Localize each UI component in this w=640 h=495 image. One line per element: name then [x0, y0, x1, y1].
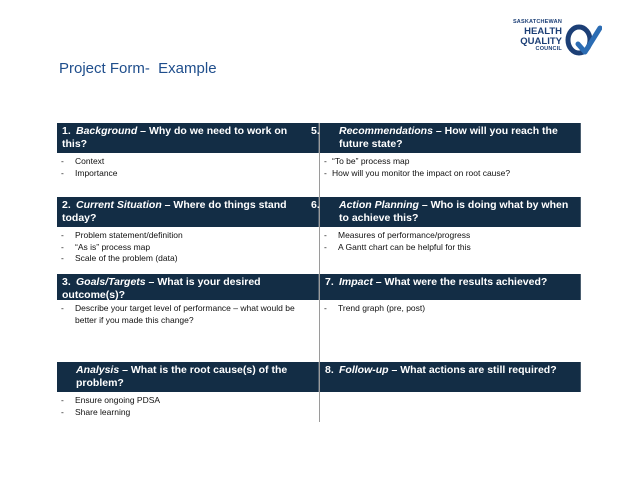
- list-item: - A Gantt chart can be helpful for this: [324, 241, 471, 252]
- form-row-2: [57, 197, 581, 274]
- logo-line-1: SASKATCHEWAN: [512, 19, 562, 25]
- section-body: [320, 300, 581, 362]
- section-current-situation: [57, 197, 319, 274]
- section-body: [320, 392, 581, 422]
- list-item: - Ensure ongoing PDSA: [61, 395, 161, 405]
- section-follow-up: [319, 362, 581, 422]
- section-impact: [319, 274, 581, 362]
- section-body: [320, 227, 581, 274]
- section-header: 7. Impact – What were the results achieved?: [320, 274, 581, 300]
- section-header: 8. Follow-up – What actions are still required?: [320, 362, 581, 392]
- section-header: 3. Goals/Targets – What is your desired outcome(s)?: [57, 274, 319, 300]
- q-checkmark-icon: [562, 22, 602, 58]
- logo-line-4: COUNCIL: [535, 45, 562, 52]
- section-goals-targets: [57, 274, 319, 362]
- list-item: - Importance: [61, 167, 118, 178]
- form-row-3: [57, 274, 581, 362]
- list-item: - Describe your target level of performance – what would be better if you made this change?: [61, 303, 295, 325]
- list-item: - Problem statement/definition: [61, 230, 183, 240]
- section-body: [57, 392, 319, 422]
- section-header: 5. Recommendations – How will you reach the future state?: [320, 123, 581, 153]
- section-header: 4. Analysis – What is the root cause(s) of the problem?: [57, 362, 319, 392]
- logo-line-2: HEALTH: [524, 25, 562, 37]
- list-item: - Scale of the problem (data): [61, 253, 178, 263]
- section-body: [57, 153, 319, 197]
- hqc-logo: [506, 20, 602, 58]
- form-row-1: [57, 123, 581, 197]
- section-recommendations: [311, 123, 581, 197]
- list-item: - “To be” process map: [324, 156, 410, 166]
- list-item: - Context: [61, 156, 105, 166]
- project-form-grid: [48, 123, 581, 422]
- section-body: [57, 227, 319, 274]
- list-item: - Measures of performance/progress: [324, 230, 471, 240]
- section-body: [57, 300, 319, 362]
- list-item: - Trend graph (pre, post): [324, 303, 426, 313]
- section-analysis: [48, 362, 319, 422]
- logo-wordmark: [513, 20, 562, 52]
- form-row-4: [48, 362, 581, 422]
- section-action-planning: [311, 197, 581, 274]
- section-background: [57, 123, 319, 197]
- list-item: - How will you monitor the impact on root cause?: [324, 167, 511, 178]
- list-item: - Share learning: [61, 406, 131, 417]
- section-body: [320, 153, 581, 197]
- section-header: 1. Background – Why do we need to work on this?: [57, 123, 319, 153]
- section-header: 2. Current Situation – Where do things stand today?: [57, 197, 319, 227]
- logo-line-3: QUALITY: [520, 36, 562, 47]
- page-title: Project Form- Example: [59, 60, 217, 77]
- list-item: - “As is” process map: [61, 241, 151, 252]
- section-header: 6. Action Planning – Who is doing what by when to achieve this?: [320, 197, 581, 227]
